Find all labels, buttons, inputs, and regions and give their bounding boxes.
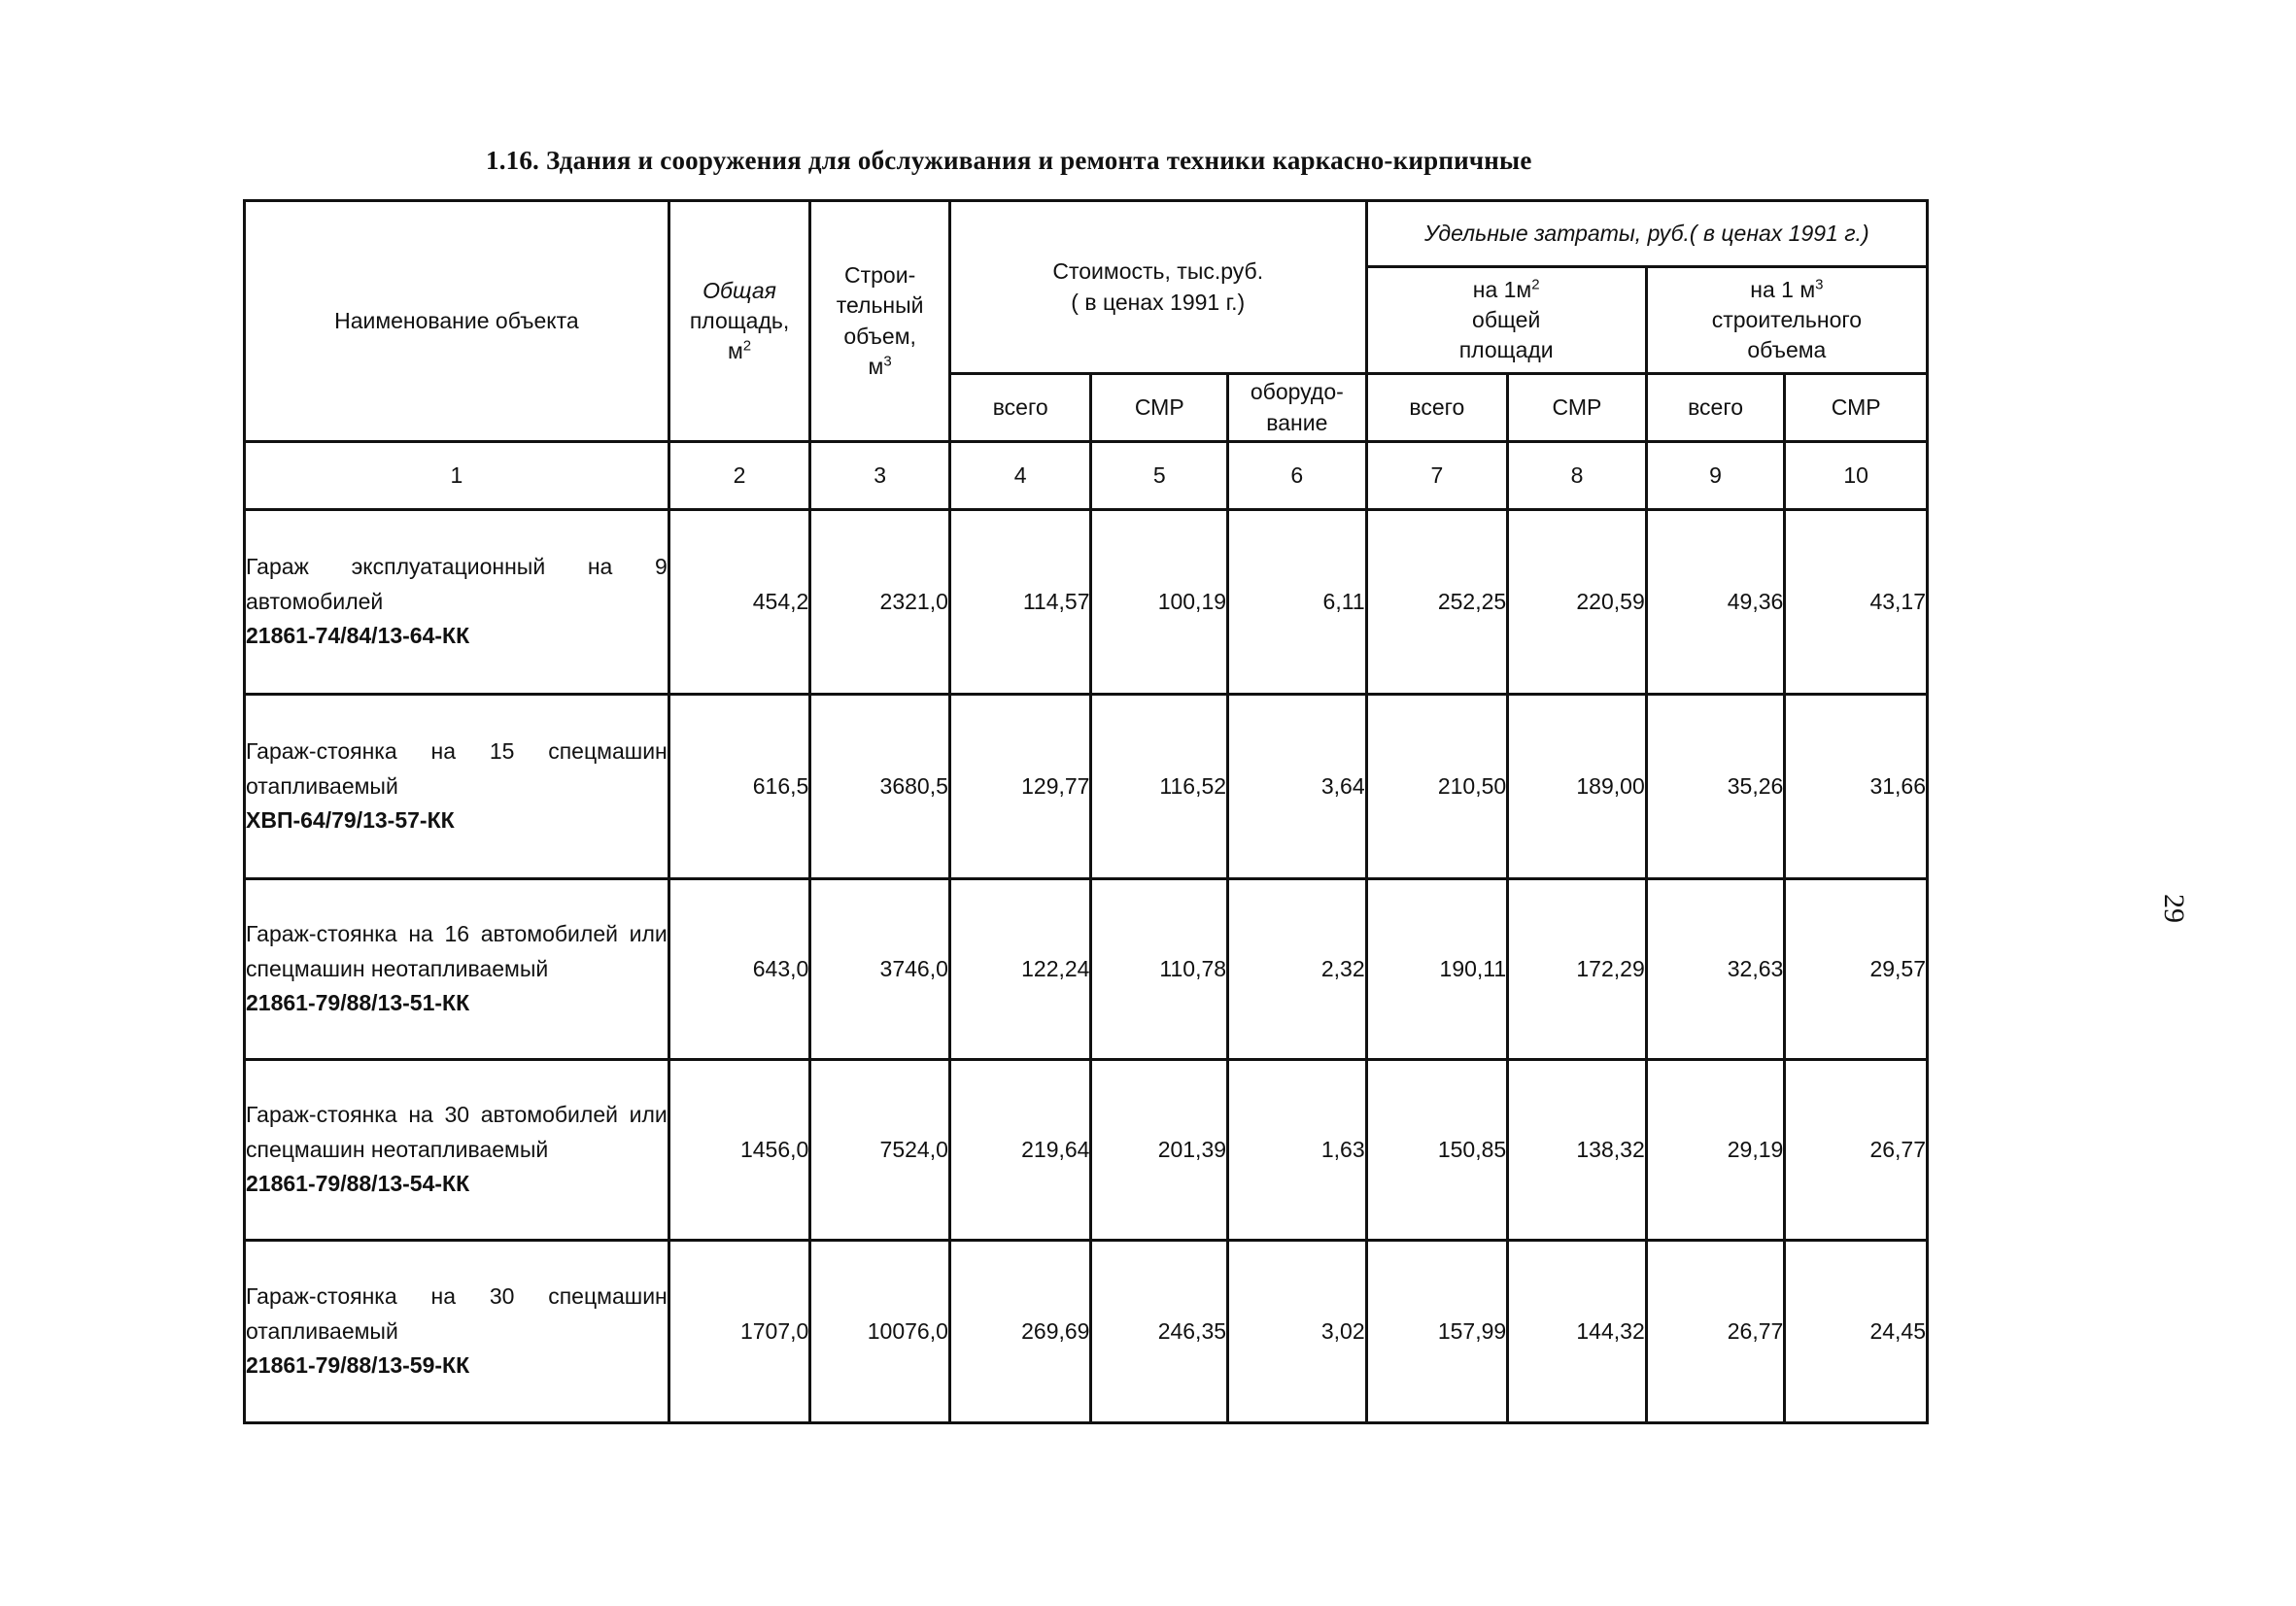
total-area-value: 1707,0 <box>668 1241 810 1423</box>
header-cost <box>949 201 1366 374</box>
header-per-m3-total: всего <box>1646 374 1785 442</box>
object-name-cell <box>245 879 669 1060</box>
per-m2-total-value: 210,50 <box>1366 695 1508 879</box>
cost-smr-value: 100,19 <box>1091 510 1228 695</box>
header-row-1 <box>245 201 1928 267</box>
header-volume-unit: м <box>868 353 884 379</box>
per-m3-smr-value: 24,45 <box>1785 1241 1928 1423</box>
header-building-volume <box>810 201 950 442</box>
column-number: 3 <box>810 442 950 510</box>
per-m2-smr-value: 189,00 <box>1508 695 1647 879</box>
object-name: Гараж эксплуатационный на 9 автомобилей <box>246 554 668 614</box>
per-m3-total-value: 29,19 <box>1646 1060 1785 1241</box>
header-area-sup: 2 <box>742 337 752 355</box>
object-name-cell <box>245 1060 669 1241</box>
cost-total-value: 219,64 <box>949 1060 1091 1241</box>
per-m2-total-value: 190,11 <box>1366 879 1508 1060</box>
header-cost-smr: СМР <box>1091 374 1228 442</box>
per-m3-total-value: 26,77 <box>1646 1241 1785 1423</box>
object-name-cell <box>245 695 669 879</box>
cost-smr-value: 201,39 <box>1091 1060 1228 1241</box>
table-row <box>245 695 1928 879</box>
cost-total-value: 129,77 <box>949 695 1091 879</box>
object-name: Гараж-стоянка на 30 автомобилей или спецмашин неотапливаемый <box>246 1102 668 1162</box>
header-per-m3-smr: СМР <box>1785 374 1928 442</box>
header-per-m2-line1: на 1м <box>1472 276 1532 302</box>
building-volume-value: 10076,0 <box>810 1241 950 1423</box>
header-volume-sup: 3 <box>883 352 892 369</box>
column-number: 6 <box>1228 442 1367 510</box>
per-m2-smr-value: 220,59 <box>1508 510 1647 695</box>
header-per-m3 <box>1646 267 1927 374</box>
object-name: Гараж-стоянка на 16 автомобилей или спецмашин неотапливаемый <box>246 921 668 981</box>
cost-equipment-value: 2,32 <box>1228 879 1367 1060</box>
column-number: 1 <box>245 442 669 510</box>
header-per-m2-sup: 2 <box>1531 276 1540 293</box>
header-volume-line1: Строи- <box>844 262 916 289</box>
cost-total-value: 114,57 <box>949 510 1091 695</box>
cost-equipment-value: 6,11 <box>1228 510 1367 695</box>
header-equipment-line1: оборудо- <box>1250 379 1344 405</box>
object-name-cell <box>245 510 669 695</box>
header-per-m3-line3: объема <box>1747 337 1827 363</box>
object-code: ХВП-64/79/13-57-КК <box>246 807 455 834</box>
column-number: 7 <box>1366 442 1508 510</box>
per-m3-total-value: 32,63 <box>1646 879 1785 1060</box>
header-per-m2-total: всего <box>1366 374 1508 442</box>
building-volume-value: 2321,0 <box>810 510 950 695</box>
header-area-line2: площадь, <box>689 307 790 333</box>
header-cost-line2: ( в ценах 1991 г.) <box>1071 289 1246 315</box>
per-m3-total-value: 35,26 <box>1646 695 1785 879</box>
table-row <box>245 1060 1928 1241</box>
header-per-m3-line1: на 1 м <box>1750 276 1816 302</box>
total-area-value: 454,2 <box>668 510 810 695</box>
building-volume-value: 3680,5 <box>810 695 950 879</box>
cost-total-value: 269,69 <box>949 1241 1091 1423</box>
header-cost-equipment <box>1228 374 1367 442</box>
object-code: 21861-79/88/13-59-КК <box>246 1352 470 1379</box>
per-m2-total-value: 157,99 <box>1366 1241 1508 1423</box>
object-name: Гараж-стоянка на 30 спецмашин отапливаемый <box>246 1283 668 1344</box>
table-row <box>245 879 1928 1060</box>
object-name-cell <box>245 1241 669 1423</box>
header-total-area <box>668 201 810 442</box>
cost-equipment-value: 3,02 <box>1228 1241 1367 1423</box>
cost-table <box>243 199 1929 1424</box>
table-row <box>245 510 1928 695</box>
column-number: 4 <box>949 442 1091 510</box>
object-code: 21861-74/84/13-64-КК <box>246 623 470 649</box>
per-m3-smr-value: 26,77 <box>1785 1060 1928 1241</box>
per-m2-smr-value: 138,32 <box>1508 1060 1647 1241</box>
header-per-m3-line2: строительного <box>1711 306 1863 332</box>
per-m3-smr-value: 31,66 <box>1785 695 1928 879</box>
total-area-value: 643,0 <box>668 879 810 1060</box>
cost-equipment-value: 3,64 <box>1228 695 1367 879</box>
header-per-m3-sup: 3 <box>1815 276 1824 293</box>
header-volume-line2: тельный <box>836 292 924 319</box>
per-m3-smr-value: 43,17 <box>1785 510 1928 695</box>
table-title: 1.16. Здания и сооружения для обслуживания и ремонта техники каркасно-кирпичные <box>486 146 1532 175</box>
cost-smr-value: 110,78 <box>1091 879 1228 1060</box>
column-number: 9 <box>1646 442 1785 510</box>
header-object-name: Наименование объекта <box>245 201 669 442</box>
header-equipment-line2: вание <box>1266 409 1328 435</box>
column-number-row <box>245 442 1928 510</box>
header-cost-total: всего <box>949 374 1091 442</box>
total-area-value: 616,5 <box>668 695 810 879</box>
cost-total-value: 122,24 <box>949 879 1091 1060</box>
per-m2-smr-value: 144,32 <box>1508 1241 1647 1423</box>
object-name: Гараж-стоянка на 15 спецмашин отапливаемый <box>246 738 668 799</box>
cost-smr-value: 246,35 <box>1091 1241 1228 1423</box>
header-per-m2 <box>1366 267 1646 374</box>
building-volume-value: 3746,0 <box>810 879 950 1060</box>
per-m2-total-value: 252,25 <box>1366 510 1508 695</box>
object-code: 21861-79/88/13-54-КК <box>246 1171 470 1197</box>
column-number: 10 <box>1785 442 1928 510</box>
per-m2-total-value: 150,85 <box>1366 1060 1508 1241</box>
table-row <box>245 1241 1928 1423</box>
header-area-unit: м <box>727 338 743 364</box>
column-number: 8 <box>1508 442 1647 510</box>
header-per-m2-line2: общей <box>1472 306 1541 332</box>
page-number: 29 <box>2158 894 2190 923</box>
total-area-value: 1456,0 <box>668 1060 810 1241</box>
header-cost-line1: Стоимость, тыс.руб. <box>1052 258 1264 285</box>
building-volume-value: 7524,0 <box>810 1060 950 1241</box>
column-number: 2 <box>668 442 810 510</box>
header-per-m2-smr: СМР <box>1508 374 1647 442</box>
object-code: 21861-79/88/13-51-КК <box>246 990 470 1016</box>
header-specific-costs: Удельные затраты, руб.( в ценах 1991 г.) <box>1366 201 1927 267</box>
per-m2-smr-value: 172,29 <box>1508 879 1647 1060</box>
per-m3-total-value: 49,36 <box>1646 510 1785 695</box>
per-m3-smr-value: 29,57 <box>1785 879 1928 1060</box>
cost-equipment-value: 1,63 <box>1228 1060 1367 1241</box>
header-area-line1: Общая <box>703 277 776 303</box>
column-number: 5 <box>1091 442 1228 510</box>
cost-smr-value: 116,52 <box>1091 695 1228 879</box>
header-volume-line3: объем, <box>843 323 916 349</box>
header-per-m2-line3: площади <box>1458 337 1554 363</box>
